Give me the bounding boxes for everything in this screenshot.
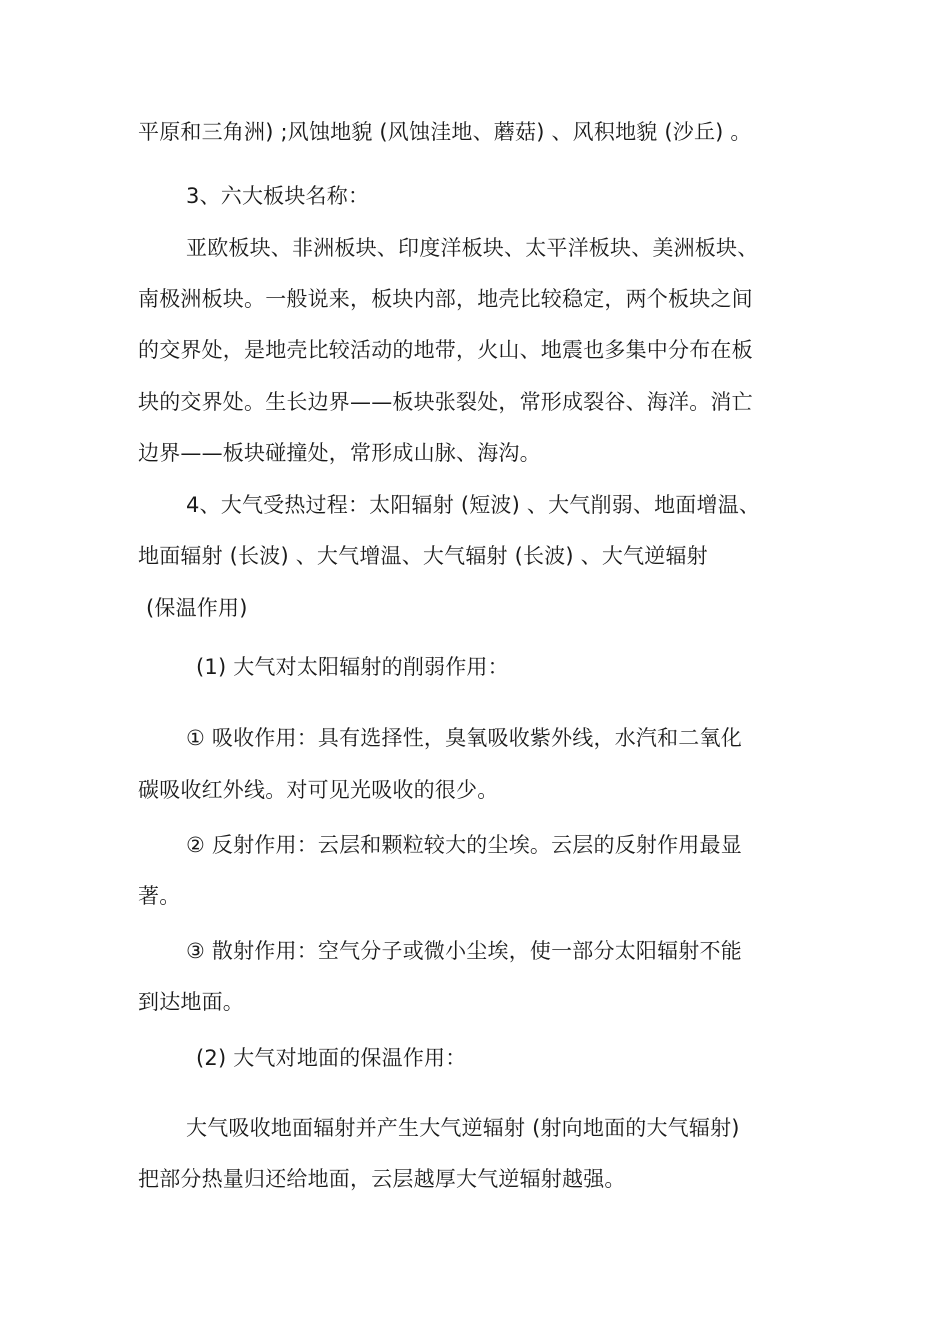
text-line-insulation-2: 把部分热量归还给地面，云层越厚大气逆辐射越强。 bbox=[138, 1167, 626, 1191]
subheading-insulation: (2) 大气对地面的保温作用： bbox=[196, 1046, 467, 1070]
text-line-reflection-2: 著。 bbox=[138, 884, 181, 908]
text-line-landforms: 平原和三角洲) ;风蚀地貌 (风蚀洼地、蘑菇) 、风积地貌 (沙丘) 。 bbox=[138, 120, 752, 144]
subheading-weakening: (1) 大气对太阳辐射的削弱作用： bbox=[196, 655, 509, 679]
text-line-absorption-2: 碳吸收红外线。对可见光吸收的很少。 bbox=[138, 778, 499, 802]
text-line-heating-3: (保温作用) bbox=[146, 596, 248, 620]
text-line-absorption-1: ① 吸收作用：具有选择性，臭氧吸收紫外线，水汽和二氧化 bbox=[186, 726, 742, 750]
text-line-insulation-1: 大气吸收地面辐射并产生大气逆辐射 (射向地面的大气辐射) bbox=[186, 1116, 740, 1140]
heading-heating-process: 4、大气受热过程：太阳辐射 (短波) 、大气削弱、地面增温、 bbox=[186, 493, 761, 517]
text-line-plates-3: 的交界处，是地壳比较活动的地带，火山、地震也多集中分布在板 bbox=[138, 338, 753, 362]
text-line-scattering-1: ③ 散射作用：空气分子或微小尘埃，使一部分太阳辐射不能 bbox=[186, 939, 742, 963]
text-line-scattering-2: 到达地面。 bbox=[138, 990, 244, 1014]
text-line-plates-1: 亚欧板块、非洲板块、印度洋板块、太平洋板块、美洲板块、 bbox=[186, 236, 759, 260]
text-line-plates-4: 块的交界处。生长边界——板块张裂处，常形成裂谷、海洋。消亡 bbox=[138, 390, 753, 414]
heading-six-plates: 3、六大板块名称： bbox=[186, 184, 370, 208]
text-line-plates-5: 边界——板块碰撞处，常形成山脉、海沟。 bbox=[138, 441, 541, 465]
text-line-plates-2: 南极洲板块。一般说来，板块内部，地壳比较稳定，两个板块之间 bbox=[138, 287, 753, 311]
text-line-reflection-1: ② 反射作用：云层和颗粒较大的尘埃。云层的反射作用最显 bbox=[186, 833, 742, 857]
text-line-heating-2: 地面辐射 (长波) 、大气增温、大气辐射 (长波) 、大气逆辐射 bbox=[138, 544, 708, 568]
